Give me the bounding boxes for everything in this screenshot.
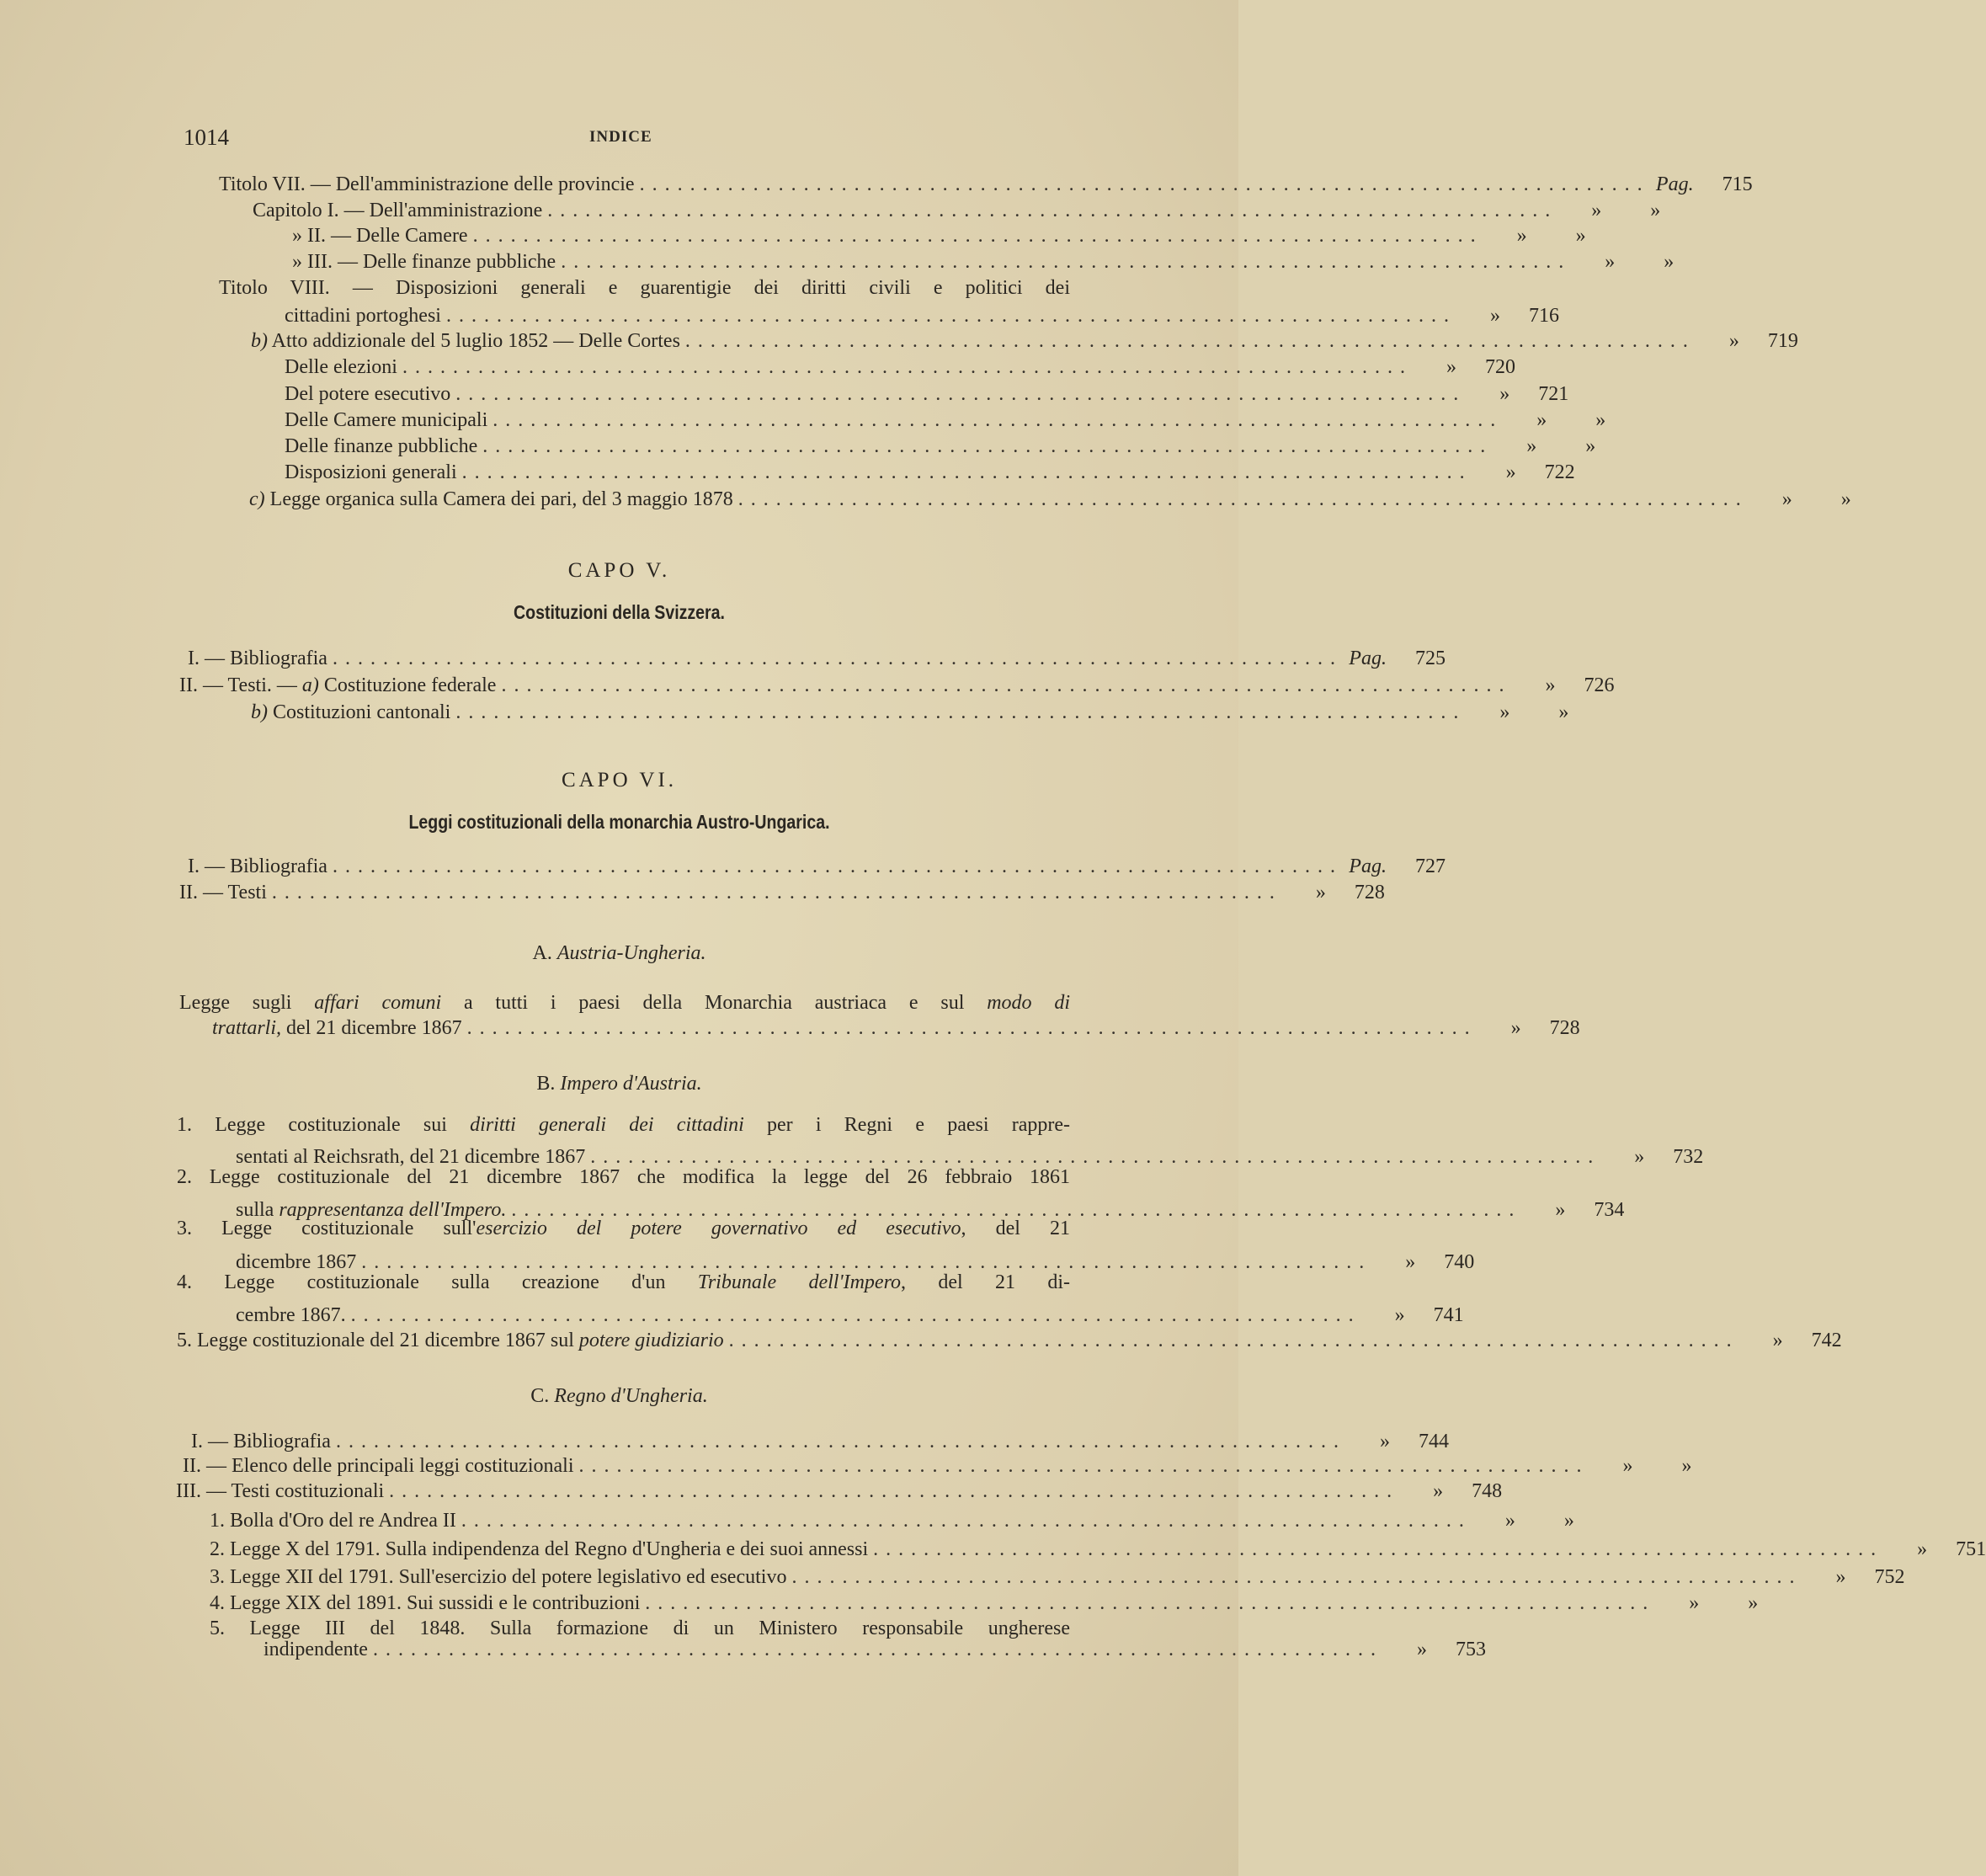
entry-text xyxy=(285,408,487,433)
entry-text-part: II. — Testi xyxy=(179,882,267,903)
toc-entry xyxy=(292,249,1675,274)
entry-text xyxy=(292,249,556,274)
dot-leader: ................................................................................ xyxy=(728,1330,1739,1351)
entry-text-part: a) xyxy=(301,674,319,696)
entry-text-part: Atto addizionale del 5 luglio 1852 — Delle Cortes xyxy=(268,330,680,352)
toc-entry xyxy=(188,854,1446,879)
toc-entry xyxy=(285,408,1606,433)
toc-entry xyxy=(177,1216,1070,1241)
page-ref: » xyxy=(1558,701,1569,723)
entry-text xyxy=(210,1537,868,1562)
entry-text-part: Disposizioni generali xyxy=(285,461,457,483)
entry-text xyxy=(249,487,733,512)
toc-entry xyxy=(177,1165,1070,1190)
entry-text-part: b) xyxy=(251,701,268,723)
entry-text xyxy=(177,1165,1070,1190)
page-ref: 753 xyxy=(1455,1639,1486,1660)
dot-leader: ................................................................................ xyxy=(361,1251,1372,1273)
toc-entry xyxy=(177,1328,1842,1353)
page-marker: » xyxy=(1516,225,1527,247)
page-ref: » xyxy=(1664,251,1675,273)
entry-text-part: I. — Bibliografia xyxy=(191,1431,331,1452)
dot-leader: ................................................................................ xyxy=(684,330,1696,352)
entry-text-part: , del 21 di- xyxy=(901,1271,1070,1293)
entry-text-part: affari comuni xyxy=(314,992,442,1014)
entry-text xyxy=(210,1564,786,1590)
entry-text-part: 5. Legge III del 1848. Sulla formazione di un Ministero responsabile ungherese xyxy=(210,1618,1070,1639)
page-ref: 748 xyxy=(1472,1480,1503,1502)
toc-entry xyxy=(183,1453,1692,1479)
entry-text xyxy=(292,223,468,248)
dot-leader: ................................................................................ xyxy=(350,1304,1361,1326)
toc-entry xyxy=(177,1112,1070,1138)
dot-leader: ................................................................................ xyxy=(511,1199,1522,1221)
page-ref: » xyxy=(1681,1455,1692,1477)
page-ref: » xyxy=(1650,200,1661,221)
page-marker: » xyxy=(1446,356,1456,378)
page-ref: 740 xyxy=(1444,1251,1475,1273)
dot-leader: ................................................................................ xyxy=(455,701,1467,723)
entry-text-part: 3. Legge costituzionale sull' xyxy=(177,1218,477,1239)
entry-text xyxy=(210,1591,640,1616)
page-marker: Pag. xyxy=(1349,648,1387,669)
page-ref: 720 xyxy=(1484,356,1515,378)
page-marker: » xyxy=(1728,330,1739,352)
page-marker: » xyxy=(1689,1592,1700,1614)
entry-text xyxy=(177,1216,1070,1241)
page-ref: 732 xyxy=(1673,1146,1704,1168)
dot-leader: ................................................................................ xyxy=(335,1431,1346,1452)
toc-entry xyxy=(177,1270,1070,1295)
page-ref: » xyxy=(1595,409,1606,431)
page-marker: » xyxy=(1499,383,1510,405)
entry-text-part: trattarli, xyxy=(212,1017,282,1039)
entry-text xyxy=(188,646,327,671)
subsection-title: A. Austria-Ungheria. xyxy=(532,942,706,964)
toc-entry xyxy=(236,1303,1464,1328)
entry-text-part: » II. — Delle Camere xyxy=(292,225,468,247)
page-ref: 742 xyxy=(1811,1330,1842,1351)
page-marker: » xyxy=(1634,1146,1645,1168)
entry-text-part: Titolo VII. — Dell'amministrazione delle provincie xyxy=(219,173,635,195)
entry-text xyxy=(253,198,542,223)
entry-text-part: c) xyxy=(249,488,265,510)
page-marker: » xyxy=(1504,1510,1515,1532)
dot-leader: ................................................................................ xyxy=(461,1510,1472,1532)
dot-leader: ................................................................................ xyxy=(737,488,1749,510)
page-ref: » xyxy=(1748,1592,1759,1614)
entry-text-part: Delle finanze pubbliche xyxy=(285,435,478,457)
entry-text-part: Delle Camere municipali xyxy=(285,409,488,431)
page-ref: » xyxy=(1575,225,1586,247)
page-marker: » xyxy=(1917,1538,1928,1560)
dot-leader: ................................................................................ xyxy=(472,225,1483,247)
entry-text xyxy=(176,1479,384,1504)
entry-text-part: Tribunale dell'Impero xyxy=(697,1271,902,1293)
toc-entry xyxy=(179,880,1385,905)
page-ref: 728 xyxy=(1354,882,1385,903)
entry-text-part: indipendente xyxy=(264,1639,368,1660)
dot-leader: ................................................................................ xyxy=(482,435,1493,457)
entry-text-part: 4. Legge costituzionale sulla creazione d'un xyxy=(177,1271,698,1293)
entry-text-part: cembre 1867. xyxy=(236,1304,346,1326)
entry-text-part: Legge sugli xyxy=(179,992,315,1014)
entry-text-part: Titolo VIII. — Disposizioni generali e guarentigie dei diritti civili e politici dei xyxy=(219,277,1070,299)
entry-text xyxy=(210,1508,456,1533)
dot-leader: ................................................................................ xyxy=(402,356,1413,378)
entry-text-part: cittadini portoghesi xyxy=(285,305,441,327)
toc-entry xyxy=(285,381,1569,407)
entry-text-part: 5. Legge costituzionale del 21 dicembre 1867 sul xyxy=(177,1330,579,1351)
entry-text-part: 1. Bolla d'Oro del re Andrea II xyxy=(210,1510,456,1532)
entry-text-part: II. — Elenco delle principali leggi costituzionali xyxy=(183,1455,574,1477)
entry-text-part: 4. Legge XIX del 1891. Sui sussidi e le contribuzioni xyxy=(210,1592,641,1614)
entry-text-part: sentati al Reichsrath, del 21 dicembre 1867 xyxy=(236,1146,586,1168)
entry-text-part: b) xyxy=(251,330,268,352)
page-marker: » xyxy=(1315,882,1326,903)
entry-text xyxy=(236,1303,346,1328)
entry-text xyxy=(188,854,327,879)
entry-text xyxy=(264,1637,368,1662)
entry-text-part: dicembre 1867 xyxy=(236,1251,357,1273)
entry-text xyxy=(251,700,450,725)
entry-text xyxy=(285,434,477,459)
toc-entry xyxy=(285,460,1575,485)
page-ref: 715 xyxy=(1722,173,1753,195)
entry-text-part: Delle elezioni xyxy=(285,356,397,378)
entry-text xyxy=(177,1112,1070,1138)
page-ref: 721 xyxy=(1538,383,1569,405)
page-ref: 751 xyxy=(1956,1538,1986,1560)
entry-text-part: sulla xyxy=(236,1199,280,1221)
entry-text-part: 3. Legge XII del 1791. Sull'esercizio del potere legislativo ed esecutivo xyxy=(210,1566,787,1588)
entry-text-part: del 21 dicembre 1867 xyxy=(281,1017,462,1039)
page-ref: 741 xyxy=(1433,1304,1464,1326)
page-marker: » xyxy=(1536,409,1547,431)
toc-entry xyxy=(191,1429,1449,1454)
entry-text-part: potere giudiziario xyxy=(578,1330,724,1351)
entry-text-part: rappresentanza dell'Impero. xyxy=(279,1199,507,1221)
entry-text xyxy=(183,1453,574,1479)
entry-text-part: I. — Bibliografia xyxy=(188,855,327,877)
page-marker: » xyxy=(1505,461,1516,483)
toc-entry xyxy=(251,700,1569,725)
entry-text xyxy=(285,460,457,485)
section-title: Leggi costituzionali della monarchia Austro-Ungarica. xyxy=(408,811,830,833)
page-marker: » xyxy=(1489,305,1500,327)
page-marker: » xyxy=(1772,1330,1783,1351)
page-ref: 716 xyxy=(1528,305,1559,327)
entry-text xyxy=(212,1015,462,1041)
page-ref: 752 xyxy=(1874,1566,1905,1588)
dot-leader: ................................................................................ xyxy=(493,409,1504,431)
page-number: 1014 xyxy=(184,125,229,150)
toc-entry xyxy=(176,1479,1503,1504)
entry-text xyxy=(285,303,441,328)
page-marker: » xyxy=(1379,1431,1390,1452)
toc-entry xyxy=(219,172,1753,197)
page-marker: » xyxy=(1433,1480,1444,1502)
page-ref: 726 xyxy=(1584,674,1615,696)
entry-text-part: Del potere esecutivo xyxy=(285,383,451,405)
entry-text xyxy=(219,172,635,197)
page-marker: » xyxy=(1526,435,1537,457)
section-heading: CAPO VI. xyxy=(561,769,678,791)
toc-entry xyxy=(179,990,1070,1015)
toc-entry xyxy=(210,1564,1905,1590)
entry-text xyxy=(179,673,496,698)
page-marker: » xyxy=(1545,674,1556,696)
dot-leader: ................................................................................ xyxy=(372,1639,1383,1660)
entry-text-part: III. — Testi costituzionali xyxy=(176,1480,385,1502)
entry-text-part: » III. — Delle finanze pubbliche xyxy=(292,251,556,273)
dot-leader: ................................................................................ xyxy=(271,882,1282,903)
page-marker: Pag. xyxy=(1655,173,1694,195)
entry-text xyxy=(177,1328,724,1353)
entry-text xyxy=(219,275,1070,301)
page-marker: » xyxy=(1605,251,1616,273)
dot-leader: ................................................................................ xyxy=(466,1017,1478,1039)
page-marker: » xyxy=(1555,1199,1566,1221)
entry-text xyxy=(251,328,680,354)
dot-leader: ................................................................................ xyxy=(639,173,1650,195)
entry-text-part: II. — Testi. — xyxy=(179,674,302,696)
page-marker: » xyxy=(1591,200,1602,221)
page-ref: 734 xyxy=(1594,1199,1625,1221)
toc-entry xyxy=(188,646,1446,671)
entry-text-part: I. — Bibliografia xyxy=(188,648,327,669)
entry-text xyxy=(179,990,1070,1015)
page-marker: » xyxy=(1499,701,1510,723)
entry-text xyxy=(285,354,397,380)
entry-text-part: Legge organica sulla Camera dei pari, del 3 maggio 1878 xyxy=(264,488,733,510)
page-ref: 719 xyxy=(1767,330,1798,352)
dot-leader: ................................................................................ xyxy=(791,1566,1802,1588)
dot-leader: ................................................................................ xyxy=(389,1480,1400,1502)
page-marker: Pag. xyxy=(1349,855,1387,877)
page-marker: » xyxy=(1622,1455,1633,1477)
dot-leader: ................................................................................ xyxy=(590,1146,1601,1168)
entry-text-part: modo di xyxy=(987,992,1071,1014)
entry-text-part: , del 21 xyxy=(961,1218,1071,1239)
section-heading: CAPO V. xyxy=(567,559,671,582)
page-marker: » xyxy=(1510,1017,1521,1039)
entry-text-part: a tutti i paesi della Monarchia austriaca e sul xyxy=(441,992,988,1014)
dot-leader: ................................................................................ xyxy=(873,1538,1884,1560)
page-ref: » xyxy=(1840,488,1851,510)
entry-text-part: Capitolo I. — Dell'amministrazione xyxy=(253,200,543,221)
entry-text xyxy=(179,880,267,905)
page-ref: » xyxy=(1585,435,1596,457)
dot-leader: ................................................................................ xyxy=(461,461,1472,483)
toc-entry xyxy=(264,1637,1486,1662)
entry-text-part: esercizio del potere governativo ed esecutivo xyxy=(476,1218,961,1239)
entry-text-part: Costituzioni cantonali xyxy=(268,701,451,723)
dot-leader: ................................................................................ xyxy=(578,1455,1589,1477)
entry-text-part: diritti generali dei cittadini xyxy=(470,1114,744,1136)
entry-text xyxy=(285,381,450,407)
page-ref: 744 xyxy=(1418,1431,1449,1452)
entry-text-part: Costituzione federale xyxy=(318,674,497,696)
toc-entry xyxy=(285,354,1515,380)
dot-leader: ................................................................................ xyxy=(332,855,1343,877)
page-marker: » xyxy=(1394,1304,1405,1326)
toc-entry xyxy=(210,1537,1986,1562)
page-ref: 725 xyxy=(1414,648,1446,669)
entry-text-part: 2. Legge X del 1791. Sulla indipendenza del Regno d'Ungheria e dei suoi annessi xyxy=(210,1538,869,1560)
dot-leader: ................................................................................ xyxy=(645,1592,1656,1614)
toc-entry xyxy=(219,275,1070,301)
toc-entry xyxy=(212,1015,1580,1041)
toc-entry xyxy=(179,673,1615,698)
toc-entry xyxy=(249,487,1851,512)
entry-text xyxy=(177,1270,1070,1295)
toc-entry xyxy=(210,1591,1759,1616)
page-marker: » xyxy=(1416,1639,1427,1660)
entry-text-part: 1. Legge costituzionale sui xyxy=(177,1114,471,1136)
section-title: Costituzioni della Svizzera. xyxy=(514,601,725,623)
subsection-title: C. Regno d'Ungheria. xyxy=(530,1385,708,1407)
page-ref: 722 xyxy=(1544,461,1575,483)
entry-text xyxy=(191,1429,331,1454)
page-marker: » xyxy=(1835,1566,1846,1588)
page-marker: » xyxy=(1405,1251,1416,1273)
page-ref: 728 xyxy=(1549,1017,1580,1039)
dot-leader: ................................................................................ xyxy=(561,251,1572,273)
toc-entry xyxy=(251,328,1798,354)
toc-entry xyxy=(253,198,1661,223)
page-ref: 727 xyxy=(1414,855,1446,877)
toc-entry xyxy=(292,223,1586,248)
dot-leader: ................................................................................ xyxy=(501,674,1512,696)
running-title: INDICE xyxy=(589,128,652,146)
page-ref: » xyxy=(1563,1510,1574,1532)
subsection-title: B. Impero d'Austria. xyxy=(536,1073,702,1095)
entry-text-part: per i Regni e paesi rappre- xyxy=(743,1114,1071,1136)
dot-leader: ................................................................................ xyxy=(547,200,1558,221)
toc-entry xyxy=(285,303,1559,328)
dot-leader: ................................................................................ xyxy=(445,305,1456,327)
toc-entry xyxy=(285,434,1596,459)
dot-leader: ................................................................................ xyxy=(455,383,1467,405)
toc-entry xyxy=(210,1508,1574,1533)
page-marker: » xyxy=(1781,488,1792,510)
dot-leader: ................................................................................ xyxy=(332,648,1343,669)
entry-text-part: 2. Legge costituzionale del 21 dicembre 1867 che modifica la legge del 26 febbraio 1861 xyxy=(177,1166,1070,1188)
